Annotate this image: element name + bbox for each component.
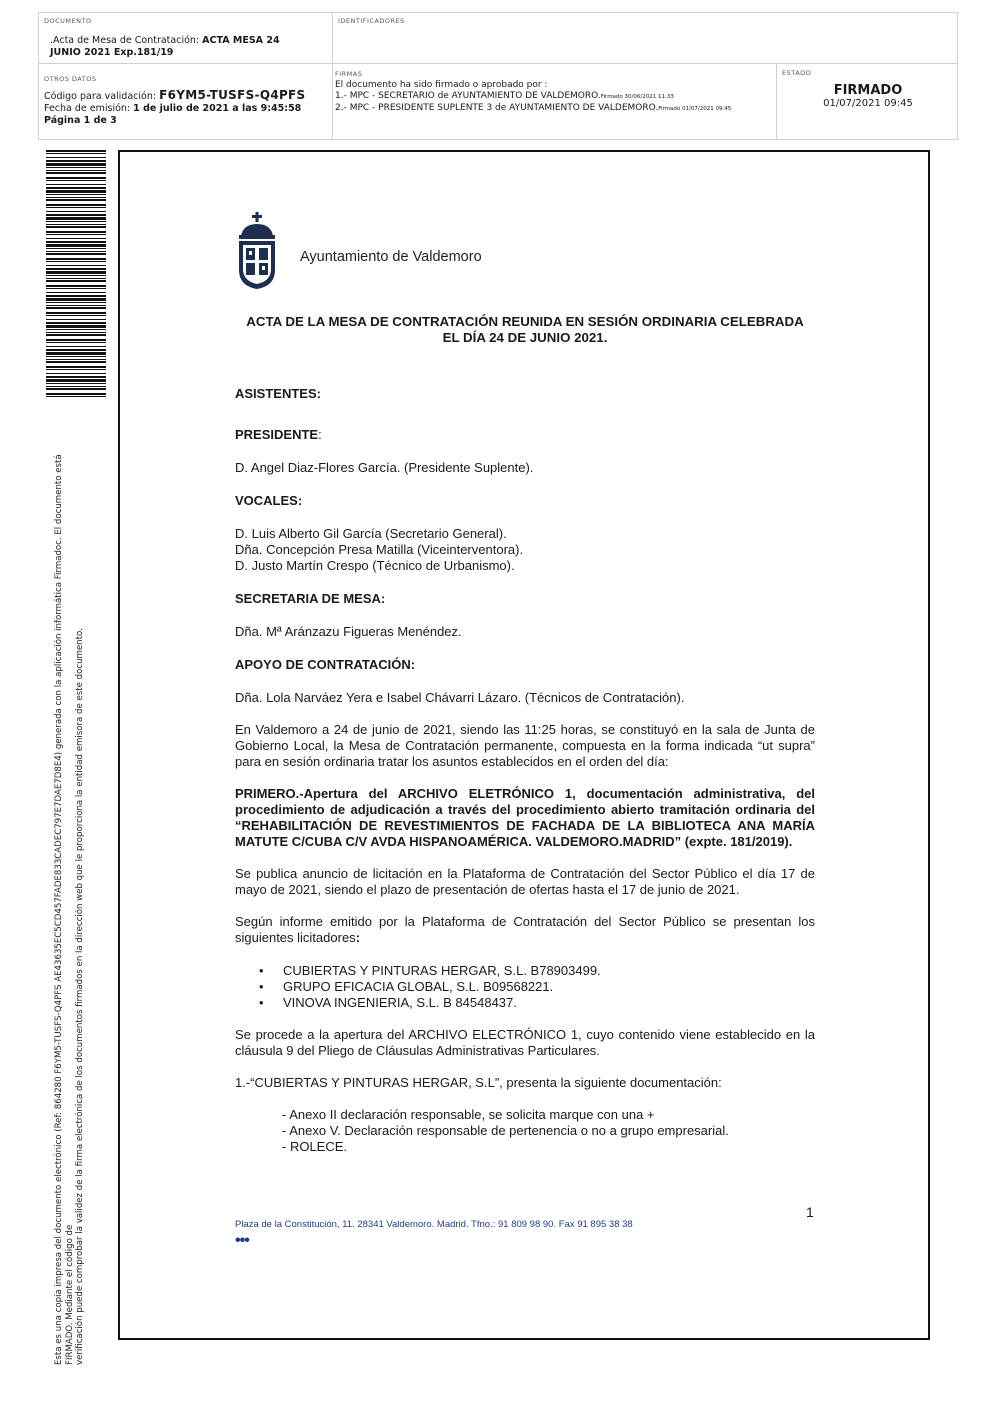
section-heading: VOCALES: bbox=[235, 493, 303, 508]
codigo-validacion: Código para validación: F6YM5-TUSFS-Q4PFS bbox=[44, 88, 306, 102]
documento-value: .Acta de Mesa de Contratación: ACTA MESA 24 JUNIO 2021 Exp.181/19 bbox=[50, 35, 280, 58]
list-item: • VINOVA INGENIERIA, S.L. B 84548437. bbox=[259, 995, 815, 1011]
organization-name: Ayuntamiento de Valdemoro bbox=[300, 249, 482, 265]
firma-1: 1.- MPC - SECRETARIO de AYUNTAMIENTO DE VALDEMORO.Firmado 30/06/2021 11:33 bbox=[335, 91, 674, 101]
section-heading: PRESIDENTE: bbox=[235, 427, 322, 442]
coat-of-arms-icon bbox=[235, 212, 279, 290]
agenda-item-primero: PRIMERO.-Apertura del ARCHIVO ELETRÓNICO 1, documentación administrativa, del procedimiento de adjudicación a través del procedimiento abierto tramitación ordinaria del “REHABILITACIÓN DE REVESTIMIENTOS DE FACHADA DE LA BIBLIOTECA ANA MARÍA MATUTE C/CUBA C/V AVDA HISPANOAMÉRICA. VALDEMORO.MADRID” (expte. 181/2019). bbox=[235, 786, 815, 849]
page-indicator: Página 1 de 3 bbox=[44, 115, 117, 126]
section-heading: ASISTENTES: bbox=[235, 386, 321, 401]
list-item: D. Luis Alberto Gil García (Secretario General). bbox=[235, 526, 507, 541]
apoyo-names: Dña. Lola Narváez Yera e Isabel Chávarri Lázaro. (Técnicos de Contratación). bbox=[235, 690, 685, 705]
list-item: - Anexo V. Declaración responsable de pertenencia o no a grupo empresarial. bbox=[282, 1123, 729, 1138]
page-title: ACTA DE LA MESA DE CONTRATACIÓN REUNIDA EN SESIÓN ORDINARIA CELEBRADA EL DÍA 24 DE JUNIO 2021. bbox=[246, 314, 804, 345]
verification-side-text: Esta es una copia impresa del documento electrónico (Ref: 864280 F6YM5-TUSFS-Q4PFS AE43635EC5CD457FADE833CADEC797E7DAE7D8E4) generada con la aplicación informática Firmadoc. El documento está FIRMADO. Mediante el código de verificación puede comprobar la validez de la firma electrónica de los documentos firmados en la dirección web que le proporciona la entidad emisora de este documento. bbox=[54, 454, 85, 1365]
header-divider bbox=[39, 63, 957, 64]
presidente-name: D. Angel Diaz-Flores García. (Presidente Suplente). bbox=[235, 460, 534, 475]
section-heading: APOYO DE CONTRATACIÓN: bbox=[235, 657, 416, 672]
list-item: • CUBIERTAS Y PINTURAS HERGAR, S.L. B78903499. bbox=[259, 963, 815, 979]
firmas-cell bbox=[335, 69, 775, 115]
fecha-emision: Fecha de emisión: 1 de julio de 2021 a las 9:45:58 bbox=[44, 103, 302, 114]
estado-date: 01/07/2021 09:45 bbox=[823, 98, 913, 109]
paragraph: En Valdemoro a 24 de junio de 2021, siendo las 11:25 horas, se constituyó en la sala de Junta de Gobierno Local, la Mesa de Contratación permanente, compuesta en la forma indicada “ut supra” para en sesión ordinaria tratar los asuntos establecidos en el orden del día: bbox=[235, 722, 815, 769]
section-heading: SECRETARIA DE MESA: bbox=[235, 591, 386, 606]
paragraph: Según informe emitido por la Plataforma de Contratación del Sector Público se presentan los siguientes licitadores: bbox=[235, 914, 815, 945]
list-item: • GRUPO EFICACIA GLOBAL, S.L. B09568221. bbox=[259, 979, 815, 995]
vocales-list bbox=[235, 526, 815, 574]
document-body bbox=[235, 314, 815, 1155]
footer-dots-icon: ••• bbox=[235, 1232, 249, 1249]
header-divider bbox=[332, 13, 333, 139]
otros-datos-label: OTROS DATOS bbox=[44, 75, 97, 83]
barcode-icon bbox=[46, 150, 106, 400]
documento-label: DOCUMENTO bbox=[44, 17, 92, 25]
list-item: - Anexo II declaración responsable, se solicita marque con una + bbox=[282, 1107, 655, 1122]
firmas-label: FIRMAS bbox=[335, 70, 363, 78]
footer-address: Plaza de la Constitución, 11. 28341 Valdemoro. Madrid. Tfno.: 91 809 98 90. Fax 91 895 38 38 bbox=[235, 1219, 633, 1230]
paragraph: Se publica anuncio de licitación en la Plataforma de Contratación del Sector Público el día 17 de mayo de 2021, siendo el plazo de presentación de ofertas hasta el 17 de junio de 2021. bbox=[235, 866, 815, 897]
firmas-intro: El documento ha sido firmado o aprobado por : bbox=[335, 80, 548, 90]
licitadores-list bbox=[235, 963, 815, 1011]
list-item: - ROLECE. bbox=[282, 1139, 348, 1154]
documentation-list bbox=[235, 1107, 815, 1155]
list-item: D. Justo Martín Crespo (Técnico de Urbanismo). bbox=[235, 558, 515, 573]
otros-datos-cell bbox=[44, 73, 329, 127]
header-divider bbox=[776, 63, 777, 139]
estado-value: FIRMADO bbox=[833, 83, 903, 98]
paragraph: Se procede a la apertura del ARCHIVO ELECTRÓNICO 1, cuyo contenido viene establecido en la cláusula 9 del Pliego de Cláusulas Administrativas Particulares. bbox=[235, 1027, 815, 1058]
identificadores-cell bbox=[338, 17, 405, 25]
validation-header bbox=[38, 12, 958, 140]
page-number: 1 bbox=[806, 1204, 814, 1220]
document-page bbox=[118, 150, 930, 1340]
estado-label: ESTADO bbox=[782, 69, 812, 77]
secretaria-name: Dña. Mª Aránzazu Figueras Menéndez. bbox=[235, 624, 462, 639]
identificadores-label: IDENTIFICADORES bbox=[338, 17, 405, 25]
estado-cell bbox=[782, 69, 954, 109]
firma-2: 2.- MPC - PRESIDENTE SUPLENTE 3 de AYUNTAMIENTO DE VALDEMORO.Firmado 01/07/2021 09:45 bbox=[335, 103, 732, 113]
list-item: Dña. Concepción Presa Matilla (Viceinterventora). bbox=[235, 542, 524, 557]
paragraph: 1.-“CUBIERTAS Y PINTURAS HERGAR, S.L”, presenta la siguiente documentación: bbox=[235, 1075, 722, 1090]
documento-cell bbox=[44, 17, 324, 59]
